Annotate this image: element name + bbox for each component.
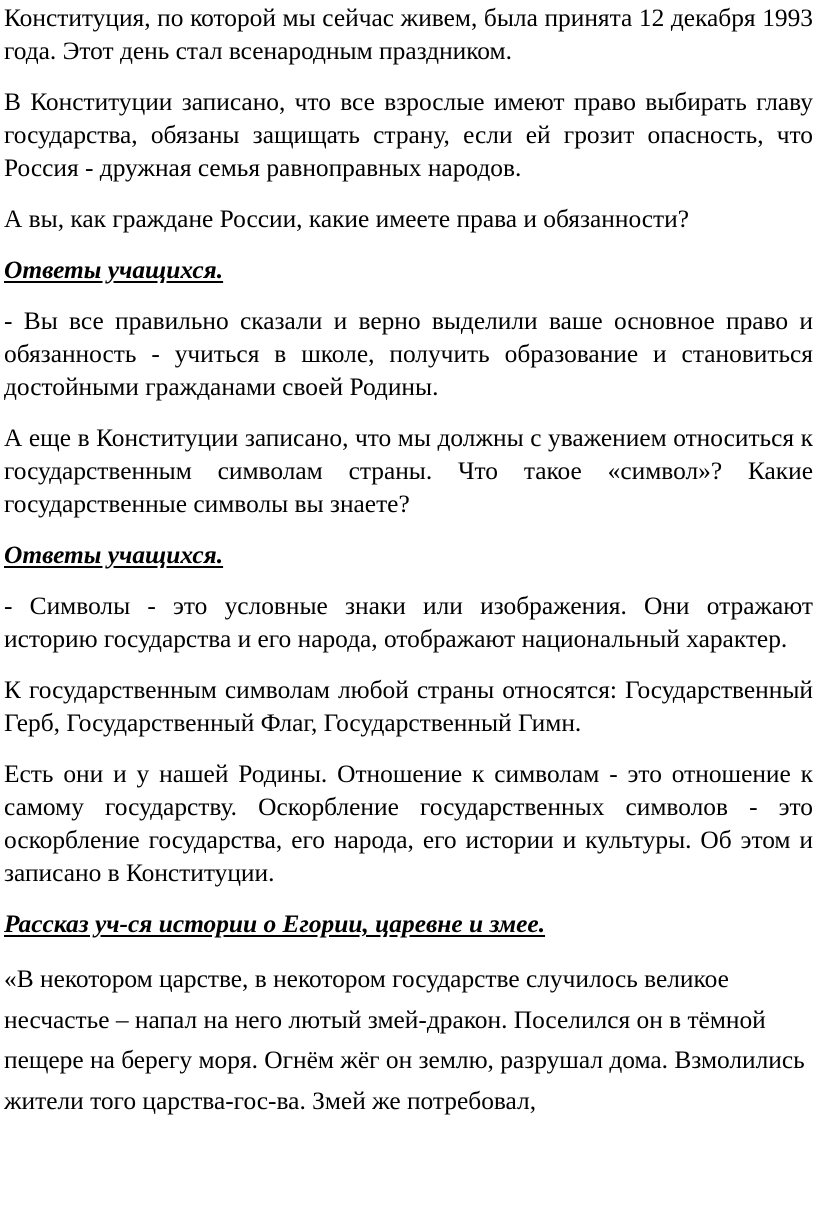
paragraph-question-rights: А вы, как граждане России, какие имеете права и обязанности? [4,205,689,233]
document-page [4,2,813,1121]
paragraph-symbols-respect: Есть они и у нашей Родины. Отношение к символам - это отношение к самому государству. Оскорбление государственных символов - это оскорбление государства, его народа, его истории и культуры. Об этом и записано в Конституции. [4,760,813,887]
heading-student-answers-1: Ответы учащихся. [4,256,224,284]
paragraph-state-symbols: К государственным символам любой страны относятся: Государственный Герб, Государственный Флаг, Государственный Гимн. [4,676,813,737]
heading-story: Рассказ уч-ся истории о Егории, царевне и змее. [4,910,546,938]
paragraph-constitution-date: Конституция, по которой мы сейчас живем, была принята 12 декабря 1993 года. Этот день стал всенародным праздником. [4,4,813,65]
paragraph-story-text: «В некотором царстве, в некотором государстве случилось великое несчастье – напал на него лютый змей-дракон. Поселился он в тёмной пещере на берегу моря. Огнём жёг он землю, разрушал дома. Взмолились жители того царства-гос-ва. Змей же потребовал, [4,965,805,1115]
heading-student-answers-2: Ответы учащихся. [4,541,224,569]
paragraph-teacher-reply: - Вы все правильно сказали и верно выделили ваше основное право и обязанность - учиться в школе, получить образование и становиться достойными гражданами своей Родины. [4,307,813,401]
paragraph-constitution-rights: В Конституции записано, что все взрослые имеют право выбирать главу государства, обязаны защищать страну, если ей грозит опасность, что Россия - дружная семья равноправных народов. [4,88,813,182]
paragraph-symbols-question: А еще в Конституции записано, что мы должны с уважением относиться к государственным символам страны. Что такое «символ»? Какие государственные символы вы знаете? [4,424,813,518]
paragraph-symbols-definition: - Символы - это условные знаки или изображения. Они отражают историю государства и его народа, отображают национальный характер. [4,592,813,653]
